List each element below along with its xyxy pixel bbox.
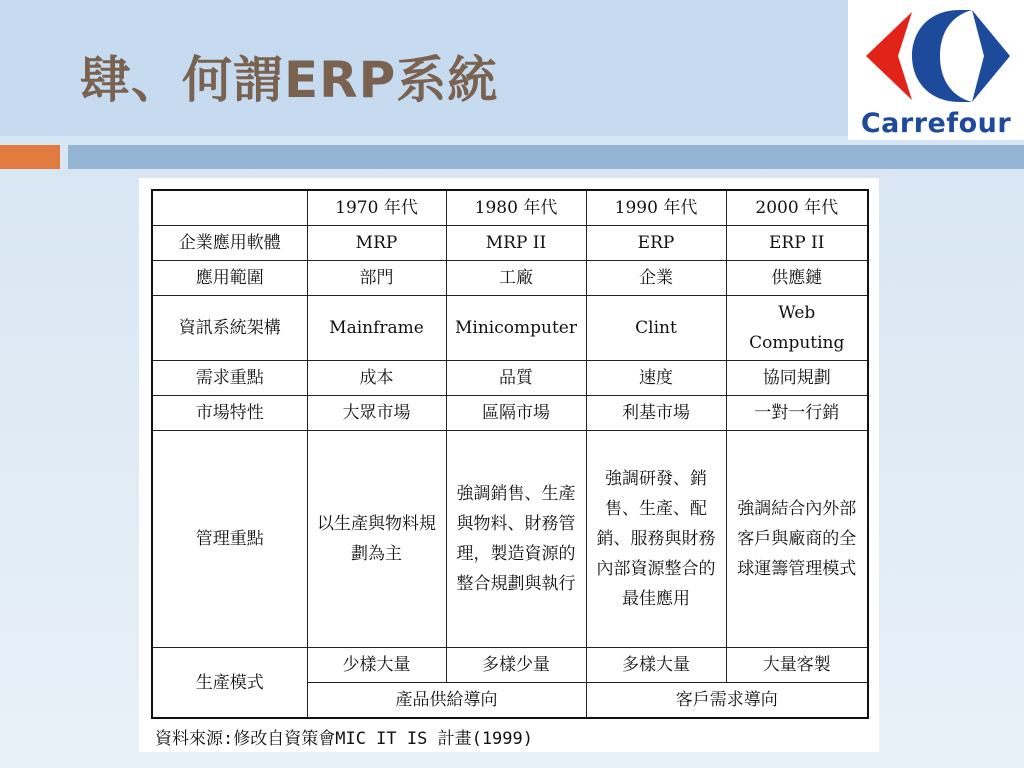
table-row — [152, 361, 868, 396]
table-cell: MRP II — [446, 226, 586, 261]
table-cell: 多樣大量 — [586, 648, 726, 683]
carrefour-logo-icon — [854, 4, 1018, 108]
row-label: 市場特性 — [152, 396, 307, 431]
accent-bar-blue — [68, 145, 1024, 169]
table-row — [152, 261, 868, 296]
table-cell: Mainframe — [307, 296, 446, 361]
table-cell: MRP — [307, 226, 446, 261]
erp-evolution-table — [151, 189, 869, 719]
source-note: 資料來源:修改自資策會MIC IT IS 計畫(1999) — [155, 729, 533, 749]
table-row — [152, 226, 868, 261]
row-label: 應用範圍 — [152, 261, 307, 296]
table-cell: 速度 — [586, 361, 726, 396]
table-cell: 利基市場 — [586, 396, 726, 431]
table-cell: 強調研發、銷售、生產、配銷、服務與財務內部資源整合的最佳應用 — [586, 431, 726, 648]
table-cell: 少樣大量 — [307, 648, 446, 683]
table-cell: 客戶需求導向 — [586, 683, 868, 719]
table-row — [152, 648, 868, 683]
table-cell: ERP — [586, 226, 726, 261]
row-label: 管理重點 — [152, 431, 307, 648]
row-label: 資訊系統架構 — [152, 296, 307, 361]
header-cell: 1990 年代 — [586, 190, 726, 226]
table-cell: Clint — [586, 296, 726, 361]
table-cell: 多樣少量 — [446, 648, 586, 683]
accent-bar-orange — [0, 145, 60, 169]
table-row — [152, 296, 868, 361]
table-row — [152, 396, 868, 431]
header-cell — [152, 190, 307, 226]
table-cell: Minicomputer — [446, 296, 586, 361]
slide-title: 肆、何謂ERP系統 — [80, 51, 499, 109]
table-image — [139, 178, 879, 752]
header-cell: 1970 年代 — [307, 190, 446, 226]
table-cell: 強調銷售、生產與物料、財務管理，製造資源的整合規劃與執行 — [446, 431, 586, 648]
table-cell: 一對一行銷 — [726, 396, 868, 431]
table-row — [152, 431, 868, 648]
table-cell: 產品供給導向 — [307, 683, 586, 719]
table-cell: 區隔市場 — [446, 396, 586, 431]
table-cell: 部門 — [307, 261, 446, 296]
table-cell: 企業 — [586, 261, 726, 296]
table-cell: 協同規劃 — [726, 361, 868, 396]
row-label: 企業應用軟體 — [152, 226, 307, 261]
row-label: 需求重點 — [152, 361, 307, 396]
table-cell: ERP II — [726, 226, 868, 261]
table-cell: 供應鏈 — [726, 261, 868, 296]
carrefour-logo — [848, 0, 1024, 140]
table-cell: 品質 — [446, 361, 586, 396]
table-cell: 以生產與物料規劃為主 — [307, 431, 446, 648]
table-cell: 工廠 — [446, 261, 586, 296]
header-cell: 2000 年代 — [726, 190, 868, 226]
table-cell: 強調結合內外部客戶與廠商的全球運籌管理模式 — [726, 431, 868, 648]
logo-text: Carrefour — [860, 108, 1012, 139]
header-cell: 1980 年代 — [446, 190, 586, 226]
table-cell: Web Computing — [726, 296, 868, 361]
table-header-row — [152, 190, 868, 226]
table-cell: 大量客製 — [726, 648, 868, 683]
table-cell: 成本 — [307, 361, 446, 396]
row-label: 生產模式 — [152, 648, 307, 719]
table-cell: 大眾市場 — [307, 396, 446, 431]
